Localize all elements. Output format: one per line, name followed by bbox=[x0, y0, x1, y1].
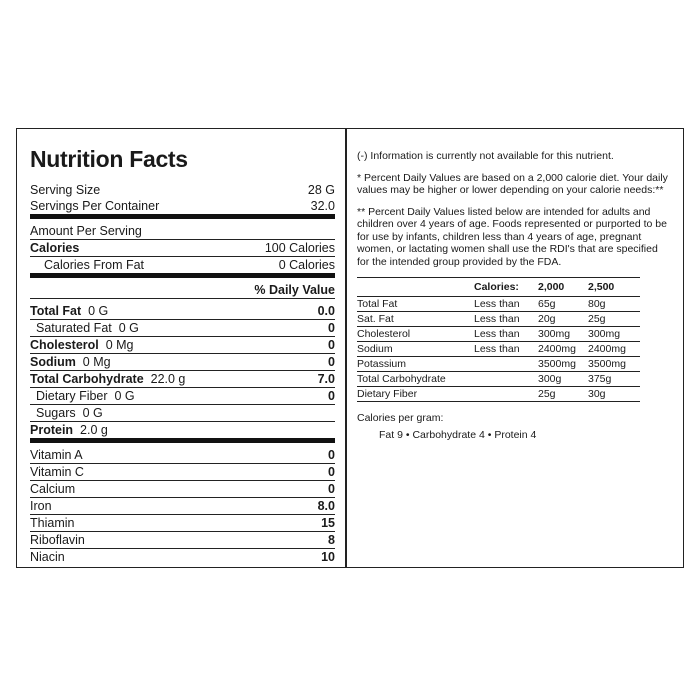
vitamin-label: Vitamin A bbox=[30, 448, 83, 462]
table-row bbox=[357, 372, 640, 387]
row-value-2500: 30g bbox=[588, 388, 606, 400]
table-row bbox=[357, 327, 640, 342]
row-qualifier: Less than bbox=[474, 313, 520, 325]
calories-value: 100 Calories bbox=[264, 241, 335, 255]
amount-per-serving-label: Amount Per Serving bbox=[30, 224, 142, 238]
row-value-2500: 3500mg bbox=[588, 358, 626, 370]
calories-row bbox=[30, 240, 335, 257]
vitamin-dv: 8.0 bbox=[317, 499, 335, 513]
page-title: Nutrition Facts bbox=[30, 146, 188, 172]
calories-per-gram-label: Calories per gram: bbox=[357, 412, 444, 424]
nutrient-row bbox=[30, 303, 335, 320]
row-qualifier bbox=[474, 372, 538, 386]
row-qualifier bbox=[474, 387, 538, 401]
row-value-2500: 300mg bbox=[588, 328, 621, 340]
vitamin-dv: 0 bbox=[328, 482, 335, 496]
vitamin-row bbox=[30, 464, 335, 481]
row-value-2000: 300g bbox=[538, 373, 562, 385]
nutrient-label: Sodium bbox=[30, 355, 76, 369]
vitamin-label: Vitamin C bbox=[30, 465, 84, 479]
footnote-info-unavailable: (-) Information is currently not available for this nutrient. bbox=[357, 150, 614, 162]
vitamin-label: Niacin bbox=[30, 550, 65, 564]
calories-label: Calories bbox=[30, 241, 80, 255]
vitamin-row bbox=[30, 481, 335, 498]
serving-size-label: Serving Size bbox=[30, 183, 101, 197]
row-value-2500: 80g bbox=[588, 298, 606, 310]
serving-size-value: 28 G bbox=[307, 183, 335, 197]
servings-per-container-row bbox=[30, 198, 335, 219]
row-value-2000: 65g bbox=[538, 298, 556, 310]
nutrient-label: Saturated Fat bbox=[36, 321, 112, 335]
row-qualifier bbox=[474, 357, 538, 371]
row-qualifier: Less than bbox=[474, 343, 520, 355]
vitamin-dv: 10 bbox=[321, 550, 335, 564]
vitamin-dv: 15 bbox=[321, 516, 335, 530]
nutrient-dv: 0 bbox=[328, 321, 335, 335]
row-qualifier: Less than bbox=[474, 298, 520, 310]
row-label: Dietary Fiber bbox=[357, 388, 418, 400]
daily-value-header: % Daily Value bbox=[254, 283, 335, 297]
row-value-2000: 300mg bbox=[538, 328, 571, 340]
nutrient-row bbox=[30, 371, 335, 388]
nutrient-label: Sugars bbox=[36, 406, 76, 420]
panel-divider bbox=[345, 128, 347, 568]
vitamin-dv: 0 bbox=[328, 465, 335, 479]
vitamin-row bbox=[30, 549, 335, 565]
vitamin-row bbox=[30, 447, 335, 464]
nutrient-row bbox=[30, 405, 335, 422]
nutrient-row bbox=[30, 320, 335, 337]
nutrient-amount: 0 G bbox=[88, 304, 109, 318]
table-row bbox=[357, 342, 640, 357]
nutrient-dv: 7.0 bbox=[317, 372, 335, 386]
calorie-table-header-2000: 2,000 bbox=[538, 281, 565, 293]
nutrition-facts-panel bbox=[30, 146, 335, 565]
row-value-2500: 375g bbox=[588, 373, 612, 385]
row-label: Total Fat bbox=[357, 298, 398, 310]
nutrient-amount: 0 G bbox=[114, 389, 135, 403]
vitamin-label: Iron bbox=[30, 499, 52, 513]
vitamin-row bbox=[30, 498, 335, 515]
row-value-2000: 25g bbox=[538, 388, 556, 400]
row-label: Sat. Fat bbox=[357, 313, 394, 325]
nutrient-dv: 0 bbox=[328, 338, 335, 352]
nutrient-label: Total Fat bbox=[30, 304, 82, 318]
nutrient-dv: 0 bbox=[328, 389, 335, 403]
row-value-2500: 25g bbox=[588, 313, 606, 325]
calories-from-fat-label: Calories From Fat bbox=[44, 258, 145, 272]
nutrient-amount: 2.0 g bbox=[80, 423, 108, 437]
vitamin-label: Calcium bbox=[30, 482, 76, 496]
nutrient-label: Protein bbox=[30, 423, 74, 437]
nutrient-dv: 0 bbox=[328, 355, 335, 369]
amount-per-serving-row bbox=[30, 223, 335, 240]
nutrient-label: Cholesterol bbox=[30, 338, 99, 352]
vitamin-dv: 0 bbox=[328, 448, 335, 462]
nutrient-label: Dietary Fiber bbox=[36, 389, 108, 403]
footnote-rdi: ** Percent Daily Values listed below are intended for adults and children over 4 years of age. Foods represented or purported to be for use by infants, children less than 4 years of age, pregnant women, or lactating women shall use the RDI's that are specified for the intended group provided by the FDA. bbox=[357, 205, 667, 268]
calorie-table-header bbox=[357, 278, 640, 297]
nutrient-amount: 0 Mg bbox=[105, 338, 134, 352]
servings-per-container-label: Servings Per Container bbox=[30, 199, 160, 213]
footnotes-panel bbox=[357, 150, 669, 441]
nutrient-amount: 0 G bbox=[118, 321, 139, 335]
vitamin-label: Riboflavin bbox=[30, 533, 85, 547]
nutrient-row bbox=[30, 354, 335, 371]
nutrient-label: Total Carbohydrate bbox=[30, 372, 144, 386]
calorie-table-header-label: Calories: bbox=[474, 281, 519, 293]
table-row bbox=[357, 387, 640, 402]
vitamin-row bbox=[30, 515, 335, 532]
vitamin-label: Thiamin bbox=[30, 516, 75, 530]
row-label: Potassium bbox=[357, 358, 407, 370]
nutrient-row bbox=[30, 337, 335, 354]
vitamin-row bbox=[30, 532, 335, 549]
serving-size-row bbox=[30, 182, 335, 198]
nutrient-dv: 0.0 bbox=[317, 304, 335, 318]
nutrient-amount: 22.0 g bbox=[150, 372, 186, 386]
nutrient-amount: 0 Mg bbox=[82, 355, 111, 369]
table-row bbox=[357, 357, 640, 372]
row-label: Total Carbohydrate bbox=[357, 373, 446, 385]
row-value-2500: 2400mg bbox=[588, 343, 626, 355]
calorie-table-header-2500: 2,500 bbox=[588, 281, 615, 293]
row-qualifier: Less than bbox=[474, 328, 520, 340]
servings-per-container-value: 32.0 bbox=[310, 199, 335, 213]
row-label: Sodium bbox=[357, 343, 393, 355]
daily-value-header-row bbox=[30, 282, 335, 299]
row-value-2000: 2400mg bbox=[538, 343, 576, 355]
calorie-table bbox=[357, 277, 640, 402]
row-value-2000: 20g bbox=[538, 313, 556, 325]
nutrient-row bbox=[30, 422, 335, 443]
vitamin-dv: 8 bbox=[328, 533, 335, 547]
row-value-2000: 3500mg bbox=[538, 358, 576, 370]
footnote-daily-values: * Percent Daily Values are based on a 2,000 calorie diet. Your daily values may be higher or lower depending on your calorie needs:** bbox=[357, 171, 668, 196]
calories-from-fat-value: 0 Calories bbox=[278, 258, 335, 272]
calories-from-fat-row bbox=[30, 257, 335, 278]
nutrient-amount: 0 G bbox=[82, 406, 103, 420]
row-label: Cholesterol bbox=[357, 328, 411, 340]
nutrient-row bbox=[30, 388, 335, 405]
table-row bbox=[357, 312, 640, 327]
calories-per-gram-values: Fat 9 • Carbohydrate 4 • Protein 4 bbox=[379, 428, 537, 441]
table-row bbox=[357, 297, 640, 312]
